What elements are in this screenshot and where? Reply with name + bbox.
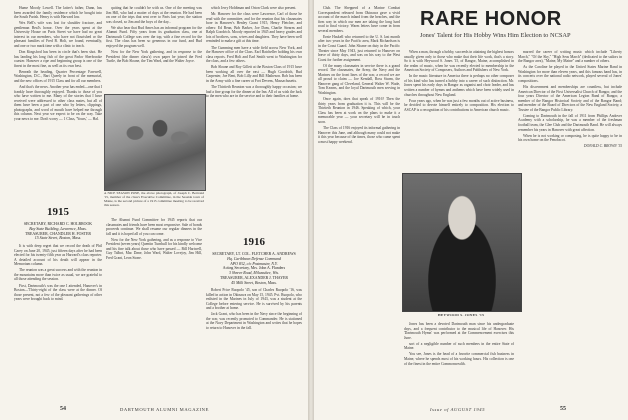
paragraph: Once again, does that speak of 1916? Then the thirty years from graduation it is. This will be the Thirtieth Reunion in 1946. Speaking of which, your Class has been at work on the plans to make it a memorable year — your secretary will be in touch soon.	[318, 97, 400, 124]
paragraph: marred the career of writing music which include "Liberty March," "Of the Sky," "High Seas March" (dedicated to the sailors in the Bangor area), "Maine, My Maine" and a number of others.	[518, 50, 622, 64]
paragraph: Four years ago, when he was just a few months out of active business, he decided to devote himself entirely to composition. His election to ASCAP is a recognition of his contributions to American church music.	[404, 98, 514, 112]
paragraph: Now for the New York gathering, and as a response to Vice President (seven years) Quentin Turnbull for his kindly welcome and his fine talk about those who have passed — Bill Hartwell, Guy Talbot, Mac Dane, John Ward, Walter Lovejoy, Jim Hill, Fred Grant, Leon Stone.	[106, 237, 202, 260]
page-number-right: 55	[560, 406, 566, 412]
paragraph: Club. The Shepperd of a Marine Combat Correspondent released from Okinawa gave a vivid account of the march inland from the beaches, and the firm way in which our men are taking the long hard road to final victory. Warm letters have come in from several members.	[318, 6, 400, 33]
left-col-3	[206, 6, 302, 228]
paragraph: Now for the New York gathering, and in response to the President (the dinner class's) own paper he joined the Fred Turtle, the Bob Sloane, the Tim Ward, and the Walter Joyce.	[106, 50, 202, 64]
portrait-caption: HEYWOOD S. JONES '15	[437, 313, 485, 317]
right-col-2	[404, 50, 514, 170]
treasurer-line: TREASURER, ALEXANDER J. THAYER	[220, 275, 288, 280]
paragraph: Mr. Hanover for the class were Lawrence, Carl of those he read with the committee, and for the reunion that his classmates bore in Hanover's Henley Grant 1915, Henry Fletcher, and others: Ed Bean, Bob Barker, Joe Dam, Charlie Stearns and Ralph Goodrich. Moody reported in 1945 and heavy grades and lots of brothers, sons, wives and daughters. They have been well reminded to make a gift at this time.	[206, 12, 302, 44]
paragraph: Coming to Dartmouth in the fall of 1911 from Phillips Andover Academy with a scholarship, he was a member of the freshman football team, the Glee Club and the Dartmouth Band. He will always remember his years in Hanover with great affection.	[518, 113, 622, 132]
treasurer-address: 45 Milk Street, Boston, Mass.	[231, 280, 277, 285]
signature: DONALD C. BROWN '15	[583, 144, 622, 149]
paragraph: The Thirtieth Reunion was a thoroughly happy occasion; we had a fine group for the dinner at the Inn. All of us wish the luck to the men who are in the service and to their families at home.	[206, 85, 302, 99]
right-col-3	[518, 50, 622, 404]
secretary-line: SECRETARY, RICHARD C. HOLBROOK	[23, 222, 93, 226]
paragraph: Jack Grant, who has been in the Navy since the beginning of the war, was recently promoted to Commander. He is stationed at the Navy Department in Washington and writes that he hopes to return to Hanover in the fall.	[206, 312, 302, 330]
left-col-2	[106, 6, 202, 92]
paragraph: We also hear that Bud Ames has an informal program for the Alumni Fund. Fifty years from its graduation class, one at Dartmouth College was over the top, with a fine record for the first. The class has been so generous in our fund, and Bud enjoyed the program well.	[106, 25, 202, 48]
paragraph: Bob Sloane and Roy Gillett at the Boston Class of 1915 have been working all over the east — Hugh Goodrich, Bud Carpenter, Joe Bent, Bob Lilly and Bill Matheson. Bob has been in the Army with a fine career at Fort Devens, Massachusetts.	[206, 65, 302, 83]
treasurer-line: TREASURER, CHANDLER H. FOSTER	[24, 231, 92, 236]
photo-caption: A NICE SEASON POSE, the above photograph, of Joseph C. Bertrand '15, member of the class's Executive Committee, in the Seaside town of Maine, is the second picture of a 1915 committee meeting to be received this season.	[104, 191, 204, 208]
paragraph: The Alumni Fund Committee for 1945 reports that our classmates and friends have been most responsive. Sale of bonds proceeds continue. We shall resume our regular dinners in the fall and it is hoped all of you can come.	[106, 218, 202, 236]
paragraph: And that's the news. Another year has ended—one that I frankly have thoroughly enjoyed. Thanks to those of you who have written to me. Many of the stories that I have received were addressed to other class mates, but all of them have been a part of one who by letters, clippings, photographs, and word of mouth have helped me through this column. Next year we expect to be on the way. Take your news to me. Don't worry — 1 Class, 'Yours,' — Hal.	[14, 85, 102, 121]
footer-right: Issue of AUGUST 1945	[430, 407, 486, 412]
feature-lead: When a man, through a hobby, succeeds in attaining the highest honors usually given only to those who make that their life work, that's a story. So it is with Heywood S. Jones '15, of Bangor, Maine, accomplished in the realm of music, when he was recently elected to membership in the American Society of Composers, Authors and Publishers of New York.	[404, 50, 514, 73]
secretary-address: Hq. Caribbean Defense Command	[227, 256, 281, 261]
secretary-address: Bay State Building, Lawrence, Mass.	[29, 226, 87, 231]
section-officers-1916	[206, 252, 302, 286]
footer-left: DARTMOUTH ALUMNI MAGAZINE	[120, 407, 209, 412]
paragraph: Robert Price Ruopolo '45, son of Charles Ruopolo '16, was killed in action in Okinawa on May 15, 1945. Pvt. Ruopolo, who enlisted in the Marines in July of 1943, was a student at the College before entering service. He is survived by his parents and a brother at home.	[206, 288, 302, 311]
paragraph: You see, Jones is the head of a favorite commercial fish business in Maine, where he spends most of his working hours. His collection is one of the finest in the entire Commonwealth.	[404, 352, 514, 366]
paragraph: In the music literature in America there is perhaps no other composer of his kind who has turned a hobby into a career of such distinction. Mr. Jones spent his early days in Bangor as organist and choir leader, and has written a number of hymns and anthems which have been widely used in churches throughout New England.	[404, 74, 514, 97]
class-photo	[104, 94, 206, 191]
right-col-1	[318, 6, 400, 404]
portrait-photo	[402, 173, 522, 312]
section-1916-body	[206, 288, 302, 402]
paragraph: His discernment and memberships are countless, but include American Director of the First Universalist Church of Bangor, and the four years Director of the American Legion Band of Bangor, a member of the Bangor Historical Society and of the Bangor Band; and member of the Board of Directors of the New England Society, a Trustee of the Bangor Public Library.	[518, 85, 622, 112]
paragraph: quiting that he couldn't be with us. One of the meeting was Jim Hill, who had a matter of days at the reunion. He had been on one of the trips that sent over to Paris last year; the station was closed, so Jim and the boys of the day...	[106, 6, 202, 24]
paragraph: It is with deep regret that we record the death of Phil Carey on June 20, 1945, just fifteen days after he had been elected for his twenty-fifth year as Harvard's class reporter. A detailed account of his death will appear in the Memoriam column.	[14, 244, 102, 267]
paragraph: Beneath the heading, Quarter Percentage Farewell, Washington, D.C., Bart Queely in front of the memorial, and the new offices of 1915 Class and for all our members.	[14, 69, 102, 83]
paragraph: which Jerry Holdtman and Orton Clark were also present.	[211, 6, 297, 10]
paragraph: Ernie Haskell who returned to the U. S. last month after two years in the Pacific area, Mark Richardson is in the Coast Guard. John Sloane on duty in the Pacific Theater since May 1943, just returned to Hanover on leave of thirty days, and was on his way to the West Coast for further assignment.	[318, 34, 400, 62]
paragraph: Don Kingsford has been in circle that's been shot. He has landing his long fish of the great Parlor Sherbrooke coaster. Hanover a ripe and beginning group is one of the finest in the most fine, as well as its own best.	[14, 50, 102, 68]
section-heading-1916: 1916	[243, 236, 265, 248]
secretary-address-2: APO 832, c/o Postmaster, N.Y.	[230, 261, 278, 266]
paragraph: Hume Moody Lowell. The latter's father, Dunn, has been awarded the family residence which he bought into the South Parish. Henry is with Harvard law.	[14, 6, 102, 20]
feature-title: RARE HONOR	[420, 8, 562, 30]
acting-secretary-address: 3 Shreve Road, Milwaukee, Wis.	[228, 271, 280, 276]
paragraph: Of the many classmates in service there is a grand record. The classmates, the Army, the Navy and the Marines on the front lines of the war, a record we are all proud to claim — Joe Kendall, Ross Sturm, the Hanover gang of Cleveland, General Walter W. Wade, Tom Kearns, and the loyal Dartmouth men serving in Washington.	[318, 63, 400, 96]
paragraph: As the Caroline he played in the United States Marine Band in Washington for more than eleven years, and this famous band has, in its concerts over the national radio network, played several of Jones' compositions.	[518, 65, 622, 83]
paragraph: The Cumming men have a wide field across New York, and the Hanover office of the Class. Earl Batcheller holding his own class reports. Fred Holt and Earl Smith went to Washington for the class, and a few others.	[206, 45, 302, 64]
section-heading-1915: 1915	[47, 206, 69, 218]
right-col-2-lower	[404, 322, 514, 404]
secretary-line: SECRETARY, LT. COL. FLETCHER A. ANDREWS	[212, 252, 296, 256]
paragraph: Jones has been a devoted Dartmouth man since his undergraduate days, and a frequent contributor to the musical life of Hanover. His 'Dartmouth Hymn' was performed at the Commencement exercises this June.	[404, 322, 514, 340]
paragraph: Wes Bell's wife was lost for shoulder fracture, and gentleman Beal's honor. Over the years spent at the University House on Paris Street we have had no great interest in our members, who have not flourished or the pleasant families of Fred B. Holt, we found, eventually, and one or two mark time with a clinic to teach.	[14, 21, 102, 48]
left-col-2-lower	[106, 218, 202, 404]
paragraph: sort of a negligible number of such members in the entire State of Maine.	[404, 341, 514, 351]
left-col-1	[14, 6, 102, 194]
section-1915-body	[14, 244, 102, 404]
feature-deck: Jones' Talent for His Hobby Wins Him Election to NCSAP	[420, 32, 571, 39]
acting-secretary-line: Acting Secretary, Mrs. John A. Flanders	[222, 266, 286, 271]
treasurer-address: 15 State Street, Boston, Mass.	[34, 236, 82, 241]
page-number-left: 54	[60, 406, 66, 412]
paragraph: The reunion was a great success and with the reunion in the mountains more than twice as usual, we are grateful to all those attending the session.	[14, 268, 102, 282]
paragraph: The Class of 1916 enjoyed its informal gathering in Hanover this June, and although many could not make it this year because of the times, those who came spent a most happy weekend.	[318, 126, 400, 144]
section-officers	[14, 222, 102, 241]
paragraph: When he is not working or composing, he is quite happy to be in his own home on the Penobscot.	[518, 133, 622, 143]
paragraph: First, Dartmouth's was the one I attended, Hanover's in Boston—'Thirty-eight of the class were at the dinner. Of those present, not a few of the pleasant gatherings of other years were brought back to mind.	[14, 283, 102, 302]
